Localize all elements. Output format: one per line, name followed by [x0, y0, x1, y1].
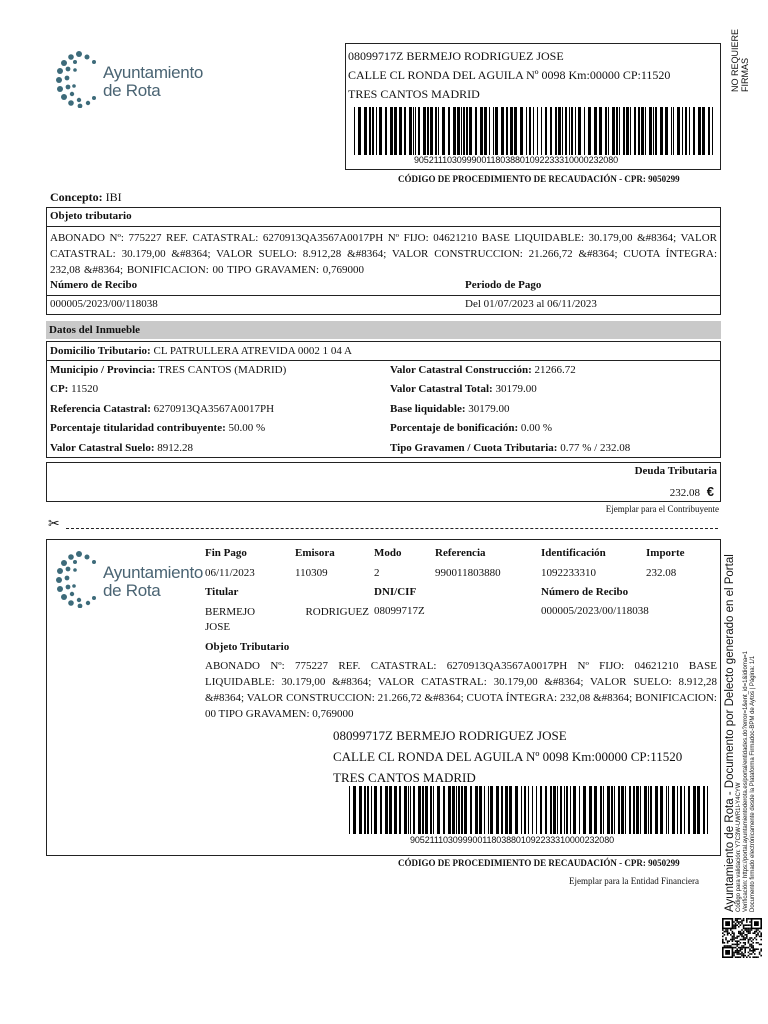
- barcode-bar: [570, 786, 571, 834]
- barcode-bar: [408, 786, 409, 834]
- barcode-bar: [630, 107, 631, 155]
- barcode-bar: [550, 107, 552, 155]
- barcode-bar: [453, 107, 456, 155]
- municipio-label: Municipio / Provincia:: [50, 364, 156, 376]
- barcode-bar: [614, 786, 615, 834]
- inmueble-header-text: Datos del Inmueble: [49, 324, 141, 336]
- objeto-text-bottom: ABONADO Nº: 775227 REF. CATASTRAL: 6270913QA3567A0017PH Nº FIJO: 04621210 BASE LIQUIDABLE: 30.179,00 &#8364; VALOR CATASTRAL: 30.179,00 &#8364; VALOR SUELO: 8.912,28 &#8364; VALOR CONSTRUCCION: 21.266,72 &#8364; CUOTA ÍNTEGRA: 232,08 &#8364; BONIFICACION: 00 TIPO GRAVAMEN: 0,769000: [205, 660, 717, 720]
- municipio-value: TRES CANTOS (MADRID): [158, 364, 287, 376]
- val-referencia: 990011803880: [435, 567, 501, 579]
- hdr-referencia: Referencia: [435, 547, 486, 559]
- barcode-top: [354, 107, 716, 155]
- address-line2-bottom: CALLE CL RONDA DEL AGUILA Nº 0098 Km:00000 CP:11520: [333, 749, 683, 764]
- concepto-value: IBI: [105, 190, 122, 204]
- barcode-bar: [653, 107, 654, 155]
- address-line3-bottom: TRES CANTOS MADRID: [333, 770, 476, 785]
- barcode-bar: [673, 107, 674, 155]
- barcode-bar: [442, 107, 445, 155]
- barcode-bar: [443, 786, 445, 834]
- barcode-bar: [464, 786, 467, 834]
- barcode-bar: [353, 786, 356, 834]
- val-modo: 2: [374, 567, 380, 579]
- deuda-box: [46, 462, 721, 502]
- barcode-bar: [540, 786, 542, 834]
- barcode-bar: [430, 786, 432, 834]
- vct-label: Valor Catastral Total:: [390, 383, 493, 395]
- barcode-bar: [537, 107, 538, 155]
- barcode-bar: [645, 107, 646, 155]
- barcode-bar: [555, 107, 557, 155]
- periodo-value: Del 01/07/2023 al 06/11/2023: [465, 298, 597, 310]
- barcode-bar: [599, 107, 602, 155]
- vcs-label: Valor Catastral Suelo:: [50, 442, 155, 454]
- firma-note-line2: FIRMAS: [740, 57, 750, 92]
- barcode-bar: [612, 107, 615, 155]
- barcode-bar: [463, 107, 465, 155]
- barcode-bar: [404, 786, 407, 834]
- barcode-bar: [649, 107, 652, 155]
- barcode-bar: [495, 107, 498, 155]
- barcode-bar: [520, 107, 523, 155]
- recibo-label-bottom: Número de Recibo: [541, 586, 629, 598]
- barcode-bar: [648, 786, 649, 834]
- barcode-bar: [545, 786, 547, 834]
- barcode-bar: [616, 107, 618, 155]
- cpr-bottom: CÓDIGO DE PROCEDIMIENTO DE RECAUDACIÓN - CPR: 9050299: [398, 858, 680, 868]
- euro-icon: €: [706, 484, 714, 499]
- side-line4: Documento firmado electrónicamente desde la Plataforma Firmadoc-BPM de Aytos | Página: 1/1: [750, 655, 756, 912]
- barcode-bar: [526, 107, 527, 155]
- barcode-bar: [418, 107, 420, 155]
- barcode-bar: [448, 786, 451, 834]
- barcode-bar: [484, 107, 487, 155]
- barcode-bar: [702, 107, 705, 155]
- recibo-value-bottom: 000005/2023/00/118038: [541, 605, 649, 617]
- barcode-bar: [358, 107, 361, 155]
- barcode-bar: [553, 786, 556, 834]
- barcode-bar: [680, 786, 682, 834]
- titular-value: [205, 605, 369, 635]
- barcode-bar: [501, 786, 503, 834]
- barcode-bar: [510, 107, 513, 155]
- barcode-bar: [404, 107, 406, 155]
- barcode-bar: [380, 786, 382, 834]
- side-line3: Verificación: https://portal.ayuntamientoderota.es/portal/entidades.do?error=1&ent_id=1&idioma=1: [743, 651, 749, 912]
- titular-word3: JOSE: [205, 621, 231, 633]
- deuda-value: 232.08: [669, 487, 701, 499]
- qr-code-icon: [722, 918, 762, 958]
- barcode-bar: [506, 107, 508, 155]
- porc-tit-label: Porcentaje titularidad contribuyente:: [50, 422, 226, 434]
- barcode-bar: [655, 786, 658, 834]
- barcode-bar: [385, 786, 388, 834]
- barcode-bar: [438, 107, 439, 155]
- barcode-bar: [385, 107, 387, 155]
- barcode-bar: [693, 786, 696, 834]
- barcode-bar: [394, 107, 397, 155]
- barcode-bar: [703, 786, 705, 834]
- vcs-value: 8912.28: [157, 442, 193, 454]
- concepto-label: Concepto:: [50, 190, 103, 204]
- barcode-bar: [509, 786, 512, 834]
- tipo-label: Tipo Gravamen / Cuota Tributaria:: [390, 442, 558, 454]
- refcat-label: Referencia Catastral:: [50, 403, 151, 415]
- barcode-bar: [573, 786, 576, 834]
- barcode-bar: [433, 786, 434, 834]
- barcode-bar: [372, 107, 374, 155]
- barcode-bar: [578, 107, 581, 155]
- barcode-bar: [566, 786, 568, 834]
- recibo-label: Número de Recibo: [50, 279, 138, 291]
- barcode-bar: [560, 786, 562, 834]
- barcode-bar: [469, 107, 472, 155]
- barcode-bar: [374, 786, 377, 834]
- barcode-bar: [541, 107, 542, 155]
- barcode-bar: [550, 786, 552, 834]
- barcode-bar: [475, 786, 478, 834]
- barcode-bar: [425, 786, 428, 834]
- base-label: Base liquidable:: [390, 403, 466, 415]
- barcode-bar: [569, 107, 570, 155]
- barcode-bar: [707, 786, 708, 834]
- barcode-bar: [689, 107, 690, 155]
- dni-value: 08099717Z: [374, 605, 425, 617]
- hdr-identificacion: Identificación: [541, 547, 606, 559]
- barcode-bar: [456, 786, 457, 834]
- barcode-bar: [565, 107, 567, 155]
- logo-dots-icon: [55, 50, 103, 108]
- logo-line1: Ayuntamiento: [103, 63, 204, 82]
- barcode-bar: [677, 107, 680, 155]
- hdr-modo: Modo: [374, 547, 402, 559]
- deuda-label: Deuda Tributaria: [634, 465, 717, 477]
- vcc-value: 21266.72: [534, 364, 576, 376]
- barcode-bar: [629, 786, 631, 834]
- val-emisora: 110309: [295, 567, 328, 579]
- barcode-bar: [349, 786, 350, 834]
- barcode-bar: [458, 786, 460, 834]
- barcode-bar: [466, 107, 468, 155]
- scissors-icon: ✂: [48, 515, 60, 531]
- barcode-bar: [475, 107, 477, 155]
- barcode-bar: [583, 786, 586, 834]
- val-identificacion: 1092233310: [541, 567, 596, 579]
- barcode-bar: [371, 786, 372, 834]
- porc-tit-value: 50.00 %: [228, 422, 266, 434]
- barcode-bar: [671, 107, 672, 155]
- hdr-importe: Importe: [646, 547, 685, 559]
- logo-line1-bottom: Ayuntamiento: [103, 563, 204, 582]
- barcode-bar: [413, 786, 415, 834]
- barcode-bar: [607, 786, 610, 834]
- barcode-bar: [666, 786, 667, 834]
- barcode-bar: [480, 107, 483, 155]
- barcode-bar: [619, 107, 620, 155]
- barcode-bar: [571, 107, 573, 155]
- cpr-top: CÓDIGO DE PROCEDIMIENTO DE RECAUDACIÓN - CPR: 9050299: [398, 174, 680, 184]
- barcode-bar: [693, 107, 695, 155]
- barcode-bar: [633, 786, 635, 834]
- barcode-bar: [545, 107, 547, 155]
- logo-dots-icon: [55, 550, 103, 608]
- logo-line2: de Rota: [103, 81, 161, 100]
- address-line2: CALLE CL RONDA DEL AGUILA Nº 0098 Km:00000 CP:11520: [348, 68, 671, 82]
- cut-line: [66, 528, 718, 529]
- barcode-bar: [698, 107, 701, 155]
- barcode-bar: [672, 786, 675, 834]
- payment-slip: [46, 539, 721, 856]
- barcode-bar: [665, 107, 668, 155]
- val-importe: 232.08: [646, 567, 677, 579]
- address-line1: 08099717Z BERMEJO RODRIGUEZ JOSE: [348, 49, 564, 63]
- barcode-bar: [650, 786, 652, 834]
- barcode-bar: [529, 107, 531, 155]
- titular-word2: RODRIGUEZ: [305, 606, 369, 618]
- barcode-bar: [399, 786, 401, 834]
- barcode-bar: [660, 107, 663, 155]
- firma-note-line1: NO REQUIERE: [730, 28, 740, 92]
- barcode-bar: [623, 107, 625, 155]
- barcode-bar: [409, 107, 412, 155]
- barcode-bar: [484, 786, 485, 834]
- barcode-bar: [641, 107, 644, 155]
- refcat-value: 6270913QA3567A0017PH: [153, 403, 275, 415]
- barcode-bar: [608, 107, 609, 155]
- barcode-bar: [638, 107, 640, 155]
- cp-label: CP:: [50, 383, 69, 395]
- side-verification: [724, 554, 757, 912]
- barcode-bar: [621, 786, 624, 834]
- barcode-bar: [505, 786, 508, 834]
- barcode-bar: [514, 107, 517, 155]
- domicilio-value: CL PATRULLERA ATREVIDA 0002 1 04 A: [153, 345, 352, 357]
- titular-label: Titular: [205, 586, 239, 598]
- barcode-bar: [501, 107, 504, 155]
- barcode-bar: [575, 107, 576, 155]
- barcode-bar: [625, 786, 626, 834]
- barcode-bar: [588, 107, 591, 155]
- cp-value: 11520: [71, 383, 99, 395]
- barcode-bar: [390, 107, 393, 155]
- recibo-value: 000005/2023/00/118038: [50, 298, 158, 310]
- logo-top: [55, 50, 204, 110]
- barcode-bar: [479, 786, 482, 834]
- logo-line2-bottom: de Rota: [103, 581, 161, 600]
- barcode-bar: [427, 107, 429, 155]
- barcode-bar: [532, 786, 533, 834]
- barcode-bar: [584, 107, 585, 155]
- barcode-bar: [521, 786, 522, 834]
- inmueble-header: [46, 321, 721, 339]
- barcode-bar: [682, 107, 683, 155]
- barcode-bar: [636, 786, 639, 834]
- barcode-bar: [562, 107, 563, 155]
- barcode-bar: [470, 786, 472, 834]
- objeto-text: ABONADO Nº: 775227 REF. CATASTRAL: 6270913QA3567A0017PH Nº FIJO: 04621210 BASE LIQUIDABLE: 30.179,00 &#8364; VALOR CATASTRAL: 30.179,00 &#8364; VALOR SUELO: 8.912,28 &#8364; VALOR CONSTRUCCION: 21.266,72 &#8364; CUOTA ÍNTEGRA: 232,08 &#8364; BONIFICACION: 00 TIPO GRAVAMEN: 0,769000: [50, 232, 717, 276]
- hdr-fin: Fin Pago: [205, 547, 247, 559]
- domicilio-label: Domicilio Tributario:: [50, 345, 151, 357]
- barcode-bar: [557, 786, 558, 834]
- barcode-bar: [493, 107, 494, 155]
- barcode-bar: [364, 786, 366, 834]
- barcode-bar: [655, 107, 657, 155]
- barcode-number-top: 90521110309990011803880109223331000023208​0: [414, 155, 619, 165]
- barcode-bottom: [349, 786, 711, 834]
- barcode-bar: [359, 786, 362, 834]
- barcode-bar: [435, 107, 437, 155]
- side-line1: Ayuntamiento de Rota - Documento por Delecto generado en el Portal: [724, 554, 736, 912]
- barcode-bar: [594, 107, 597, 155]
- barcode-bar: [461, 786, 463, 834]
- barcode-bar: [528, 786, 529, 834]
- barcode-bar: [496, 786, 499, 834]
- barcode-bar: [644, 786, 647, 834]
- barcode-bar: [369, 107, 371, 155]
- barcode-bar: [430, 107, 433, 155]
- barcode-bar: [558, 107, 561, 155]
- barcode-bar: [423, 107, 426, 155]
- barcode-bar: [611, 786, 613, 834]
- barcode-number-bottom: 90521110309990011803880109223331000023208​0: [410, 835, 615, 845]
- vcc-label: Valor Catastral Construcción:: [390, 364, 532, 376]
- barcode-bar: [533, 107, 534, 155]
- base-value: 30179.00: [468, 403, 510, 415]
- ejemplar-entidad: Ejemplar para la Entidad Financiera: [569, 876, 699, 886]
- ejemplar-contribuyente: Ejemplar para el Contribuyente: [605, 504, 719, 514]
- barcode-bar: [488, 786, 489, 834]
- porc-bon-label: Porcentaje de bonificación:: [390, 422, 519, 434]
- barcode-bar: [415, 107, 416, 155]
- logo-bottom: [55, 550, 204, 610]
- inmueble-box: [46, 341, 721, 458]
- barcode-bar: [367, 786, 369, 834]
- barcode-bar: [536, 786, 537, 834]
- barcode-bar: [410, 786, 411, 834]
- barcode-bar: [437, 786, 440, 834]
- tipo-value: 0.77 % / 232.08: [560, 442, 631, 454]
- barcode-bar: [688, 786, 690, 834]
- barcode-bar: [589, 786, 592, 834]
- barcode-bar: [399, 107, 402, 155]
- barcode-bar: [668, 786, 669, 834]
- vct-value: 30179.00: [495, 383, 537, 395]
- barcode-bar: [634, 107, 636, 155]
- objeto-label: Objeto tributario: [50, 210, 132, 222]
- barcode-bar: [422, 786, 424, 834]
- hdr-emisora: Emisora: [295, 547, 335, 559]
- barcode-bar: [515, 786, 518, 834]
- barcode-bar: [685, 107, 687, 155]
- barcode-bar: [524, 786, 526, 834]
- barcode-bar: [452, 786, 455, 834]
- dni-label: DNI/CIF: [374, 586, 417, 598]
- barcode-bar: [708, 107, 710, 155]
- barcode-bar: [640, 786, 641, 834]
- barcode-bar: [376, 107, 377, 155]
- barcode-bar: [712, 107, 713, 155]
- barcode-bar: [394, 786, 397, 834]
- barcode-bar: [379, 107, 382, 155]
- porc-bon-value: 0.00 %: [520, 422, 553, 434]
- barcode-bar: [354, 107, 355, 155]
- barcode-bar: [618, 786, 620, 834]
- side-line2: Código para validación: Y7C3W-UWR1I-Y4CYW: [736, 782, 742, 912]
- barcode-bar: [413, 107, 414, 155]
- barcode-bar: [697, 786, 700, 834]
- barcode-bar: [605, 107, 607, 155]
- periodo-label: Periodo de Pago: [465, 279, 542, 291]
- barcode-bar: [490, 786, 493, 834]
- barcode-bar: [626, 107, 629, 155]
- barcode-bar: [364, 107, 367, 155]
- barcode-bar: [461, 107, 462, 155]
- barcode-bar: [600, 786, 602, 834]
- address-line3: TRES CANTOS MADRID: [348, 87, 480, 101]
- val-fin: 06/11/2023: [205, 567, 255, 579]
- barcode-bar: [389, 786, 392, 834]
- barcode-bar: [489, 107, 490, 155]
- objeto-box: [46, 207, 721, 315]
- barcode-bar: [448, 107, 450, 155]
- barcode-bar: [660, 786, 663, 834]
- barcode-bar: [603, 786, 604, 834]
- barcode-bar: [579, 786, 580, 834]
- barcode-bar: [457, 107, 460, 155]
- barcode-bar: [677, 786, 678, 834]
- barcode-bar: [418, 786, 421, 834]
- objeto-label-bottom: Objeto Tributario: [205, 641, 290, 653]
- titular-word1: BERMEJO: [205, 606, 256, 618]
- address-line1-bottom: 08099717Z BERMEJO RODRIGUEZ JOSE: [333, 728, 567, 743]
- barcode-bar: [564, 786, 565, 834]
- barcode-bar: [684, 786, 685, 834]
- address-box-top: [345, 43, 721, 170]
- barcode-bar: [594, 786, 597, 834]
